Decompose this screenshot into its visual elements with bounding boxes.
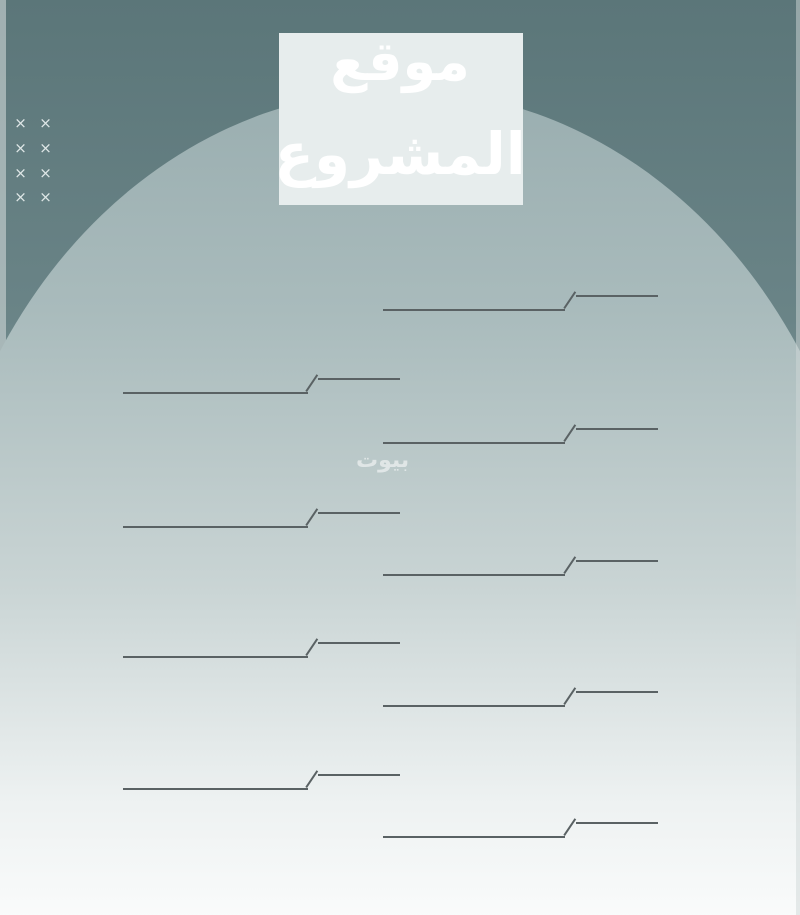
cross-icon: × <box>14 188 27 207</box>
cross-icon: × <box>39 163 52 182</box>
decor-crosses <box>8 113 58 208</box>
cross-icon: × <box>39 114 52 132</box>
cross-icon: × <box>39 188 52 207</box>
cross-icon: × <box>14 138 27 157</box>
cross-icon: × <box>39 138 52 157</box>
background-circle <box>0 90 800 915</box>
cross-icon: × <box>14 163 27 182</box>
page-title-line2: المشروع <box>274 120 526 188</box>
cross-icon: × <box>14 114 27 132</box>
watermark-logo: بيوت <box>356 448 410 473</box>
page-title-line1: موقع <box>330 30 470 93</box>
